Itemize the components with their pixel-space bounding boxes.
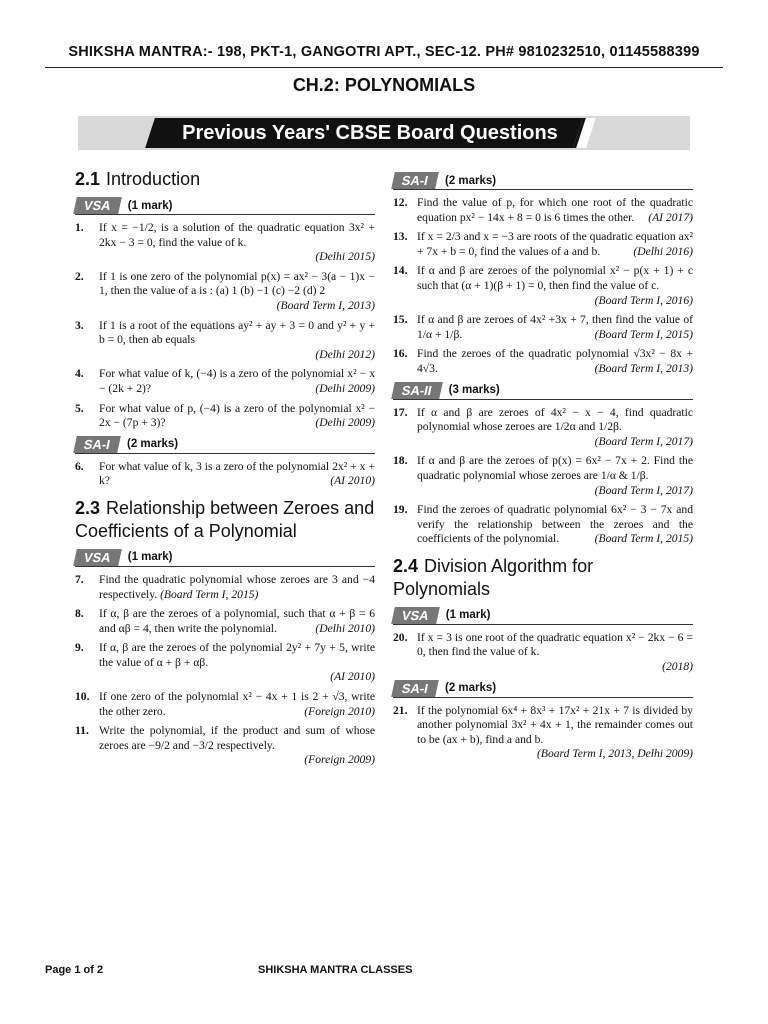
question: 11. Write the polynomial, if the product and sum of whose zeroes are −9/2 and −3/2 respectively. (Foreign 2009) [75, 724, 375, 767]
marks-header [75, 197, 375, 215]
question: 19. Find the zeroes of quadratic polynomial 6x² − 3 − 7x and verify the relationship between the zeroes and the coefficients of the polynomial. (Board Term I, 2015) [393, 503, 693, 546]
question: 8. If α, β are the zeroes of a polynomial, such that α + β = 6 and αβ = 4, then write the polynomial. (Delhi 2010) [75, 607, 375, 635]
question: 15. If α and β are zeroes of 4x² +3x + 7, then find the value of 1/α + 1/β. (Board Term I, 2015) [393, 313, 693, 341]
question: 2. If 1 is one zero of the polynomial p(x) = ax² − 3(a − 1)x − 1, then the value of a is : (a) 1 (b) −1 (c) −2 (d) 2 (Board Term I, 2013) [75, 269, 375, 312]
chapter-title: CH.2: POLYNOMIALS [292, 75, 476, 95]
marks-tag: SA-II [391, 382, 442, 399]
marks-tag: SA-I [73, 436, 121, 453]
question: 7. Find the quadratic polynomial whose zeroes are 3 and −4 respectively. (Board Term I, 2015) [75, 572, 375, 601]
question: 14. If α and β are zeroes of the polynomial x² − p(x + 1) + c such that (α + 1)(β + 1) = 0, then find the value of c. (Board Term I, 2016) [393, 264, 693, 307]
institute-header: SHIKSHA MANTRA:- 198, PKT-1, GANGOTRI APT., SEC-12. PH# 9810232510, 01145588399 [68, 44, 700, 60]
question: 20. If x = 3 is one root of the quadratic equation x² − 2kx − 6 = 0, then find the value of k. (2018) [393, 630, 693, 674]
marks-tag: SA-I [391, 172, 439, 189]
marks-header [393, 680, 693, 698]
right-column [393, 160, 693, 767]
section-title: 2.3 Relationship between Zeroes and Coefficients of a Polynomial [75, 497, 375, 541]
question: 6. For what value of k, 3 is a zero of the polynomial 2x² + x + k? (AI 2010) [75, 459, 375, 488]
footer-title: SHIKSHA MANTRA CLASSES [258, 964, 413, 976]
question: 1. If x = −1/2, is a solution of the quadratic equation 3x² + 2kx − 3 = 0, find the value of k. (Delhi 2015) [75, 221, 375, 264]
marks-header [393, 382, 693, 400]
question: 17. If α and β are zeroes of 4x² − x − 4, find quadratic polynomial whose zeroes are 1/2α and 1/2β. (Board Term I, 2017) [393, 405, 693, 448]
marks-label: (1 mark) [127, 551, 173, 564]
marks-header [75, 436, 375, 454]
marks-header [393, 607, 693, 625]
question: 21. If the polynomial 6x⁴ + 8x³ + 17x² + 21x + 7 is divided by another polynomial 3x² + 4x + 1, the remainder comes out to be (ax + b), find a and b. (Board Term I, 2013, Delhi 2009) [393, 703, 693, 761]
left-column [75, 160, 375, 773]
marks-label: (3 marks) [448, 384, 500, 397]
marks-tag: SA-I [391, 680, 439, 697]
question: 9. If α, β are the zeroes of the polynomial 2y² + 7y + 5, write the value of α + β + αβ. (AI 2010) [75, 641, 375, 684]
marks-label: (1 mark) [127, 199, 173, 212]
marks-label: (2 marks) [445, 174, 497, 187]
question: 4. For what value of k, (−4) is a zero of the polynomial x² − x − (2k + 2)? (Delhi 2009) [75, 367, 375, 395]
question: 13. If x = 2/3 and x = −3 are roots of the quadratic equation ax² + 7x + b = 0, find the values of a and b. (Delhi 2016) [393, 230, 693, 258]
marks-tag: VSA [73, 197, 121, 214]
marks-label: (1 mark) [445, 609, 491, 622]
banner [78, 116, 690, 150]
question: 12. Find the value of p, for which one root of the quadratic equation px² − 14x + 8 = 0 is 6 times the other. (AI 2017) [393, 196, 693, 224]
section-title: 2.4 Division Algorithm for Polynomials [393, 555, 594, 599]
banner-title: Previous Years' CBSE Board Questions [182, 122, 558, 144]
marks-label: (2 marks) [445, 682, 497, 695]
question: 5. For what value of p, (−4) is a zero of the polynomial x² − 2x − (7p + 3)? (Delhi 2009) [75, 401, 375, 430]
marks-header [75, 549, 375, 567]
marks-tag: VSA [391, 607, 439, 624]
marks-label: (2 marks) [127, 438, 179, 451]
marks-header [393, 172, 693, 190]
section-title: 2.1 Introduction [75, 169, 201, 189]
question: 16. Find the zeroes of the quadratic polynomial √3x² − 8x + 4√3. (Board Term I, 2013) [393, 347, 693, 375]
question: 10. If one zero of the polynomial x² − 4x + 1 is 2 + √3, write the other zero. (Foreign 2010) [75, 690, 375, 718]
header-divider [45, 67, 723, 68]
marks-tag: VSA [73, 549, 121, 566]
page-number: Page 1 of 2 [45, 964, 104, 976]
question: 3. If 1 is a root of the equations ay² + ay + 3 = 0 and y² + y + b = 0, then ab equals (Delhi 2012) [75, 318, 375, 361]
question: 18. If α and β are the zeroes of p(x) = 6x² − 7x + 2. Find the quadratic polynomial whose zeroes are 1/α & 1/β. (Board Term I, 2017) [393, 454, 693, 497]
